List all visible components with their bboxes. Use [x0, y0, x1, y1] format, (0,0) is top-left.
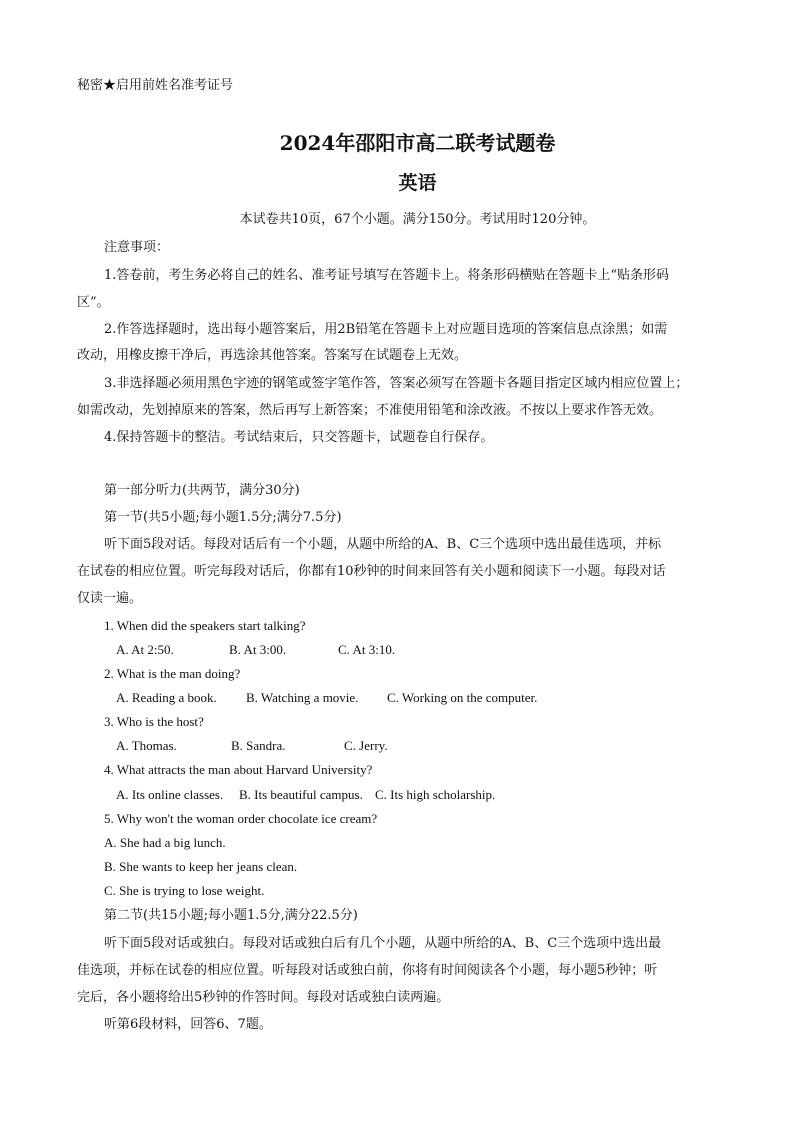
section1-instructions: 听下面5段对话。每段对话后有一个小题，从题中所给的A、B、C三个选项中选出最佳选项，并标	[104, 537, 662, 552]
question-2-options	[0, 689, 793, 707]
option-a: A. Thomas.	[116, 738, 177, 753]
exam-title: 2024年邵阳市高二联考试题卷	[279, 131, 556, 155]
notice-heading: 注意事项：	[104, 240, 170, 255]
option-a: A. Its online classes.	[116, 787, 224, 802]
notice-item-2: 2.作答选择题时，选出每小题答案后，用2B铅笔在答题卡上对应题目选项的答案信息点涂黑；如需	[104, 322, 668, 337]
question-1-options	[0, 641, 793, 659]
section2-heading: 第二节(共15小题;每小题1.5分,满分22.5分)	[104, 908, 358, 923]
section1-instructions-cont: 在试卷的相应位置。听完每段对话后，你都有10秒钟的时间来回答有关小题和阅读下一小题。每段对话	[77, 564, 666, 579]
confidential-header: 秘密★启用前姓名准考证号	[77, 78, 234, 93]
section1-instructions-cont: 仅读一遍。	[77, 591, 143, 606]
section1-heading: 第一节(共5小题;每小题1.5分;满分7.5分)	[104, 510, 342, 525]
question-3-options	[0, 737, 793, 755]
option-a: A. At 2:50.	[116, 642, 174, 657]
option-c: C. At 3:10.	[338, 642, 396, 657]
section2-instructions-cont: 佳选项，并标在试卷的相应位置。听每段对话或独白前，你将有时间阅读各个小题，每小题5秒钟；听	[77, 963, 658, 978]
exam-intro: 本试卷共10页，67个小题。满分150分。考试用时120分钟。	[239, 212, 596, 227]
notice-item-1: 1.答卷前，考生务必将自己的姓名、准考证号填写在答题卡上。将条形码横贴在答题卡上“贴条形码	[104, 268, 670, 283]
option-a: A. Reading a book.	[116, 690, 217, 705]
option-b: B. Its beautiful campus.	[239, 787, 363, 802]
option-c: C. Working on the computer.	[387, 690, 538, 705]
section2-instructions-cont: 完后，各小题将给出5秒钟的作答时间。每段对话或独白读两遍。	[77, 990, 450, 1005]
notice-item-3: 3.非选择题必须用黑色字迹的钢笔或签字笔作答，答案必须写在答题卡各题目指定区域内相应位置上；	[104, 376, 689, 391]
option-c: C. She is trying to lose weight.	[104, 883, 265, 898]
question-5-stem: 5. Why won't the woman order chocolate ice cream?	[104, 811, 378, 826]
question-3-stem: 3. Who is the host?	[104, 714, 204, 729]
material-6-note: 听第6段材料，回答6、7题。	[104, 1017, 272, 1032]
option-b: B. She wants to keep her jeans clean.	[104, 859, 298, 874]
option-b: B. Watching a movie.	[246, 690, 359, 705]
question-4-options	[0, 786, 793, 804]
notice-item-4: 4.保持答题卡的整洁。考试结束后，只交答题卡，试题卷自行保存。	[104, 430, 494, 445]
notice-item-3-cont: 如需改动，先划掉原来的答案，然后再写上新答案；不准使用铅笔和涂改液。不按以上要求作答无效。	[77, 403, 663, 418]
part1-heading: 第一部分听力(共两节，满分30分)	[104, 483, 300, 498]
question-4-stem: 4. What attracts the man about Harvard University?	[104, 762, 373, 777]
subject-title: 英语	[398, 172, 437, 194]
option-b: B. At 3:00.	[229, 642, 287, 657]
option-c: C. Jerry.	[344, 738, 388, 753]
notice-item-1-cont: 区”。	[77, 295, 110, 310]
question-2-stem: 2. What is the man doing?	[104, 666, 241, 681]
notice-item-2-cont: 改动，用橡皮擦干净后，再选涂其他答案。答案写在试题卷上无效。	[77, 348, 468, 363]
option-c: C. Its high scholarship.	[375, 787, 496, 802]
section2-instructions: 听下面5段对话或独白。每段对话或独白后有几个小题，从题中所给的A、B、C三个选项中选出最	[104, 936, 662, 951]
option-a: A. She had a big lunch.	[104, 835, 226, 850]
option-b: B. Sandra.	[231, 738, 286, 753]
question-1-stem: 1. When did the speakers start talking?	[104, 618, 306, 633]
